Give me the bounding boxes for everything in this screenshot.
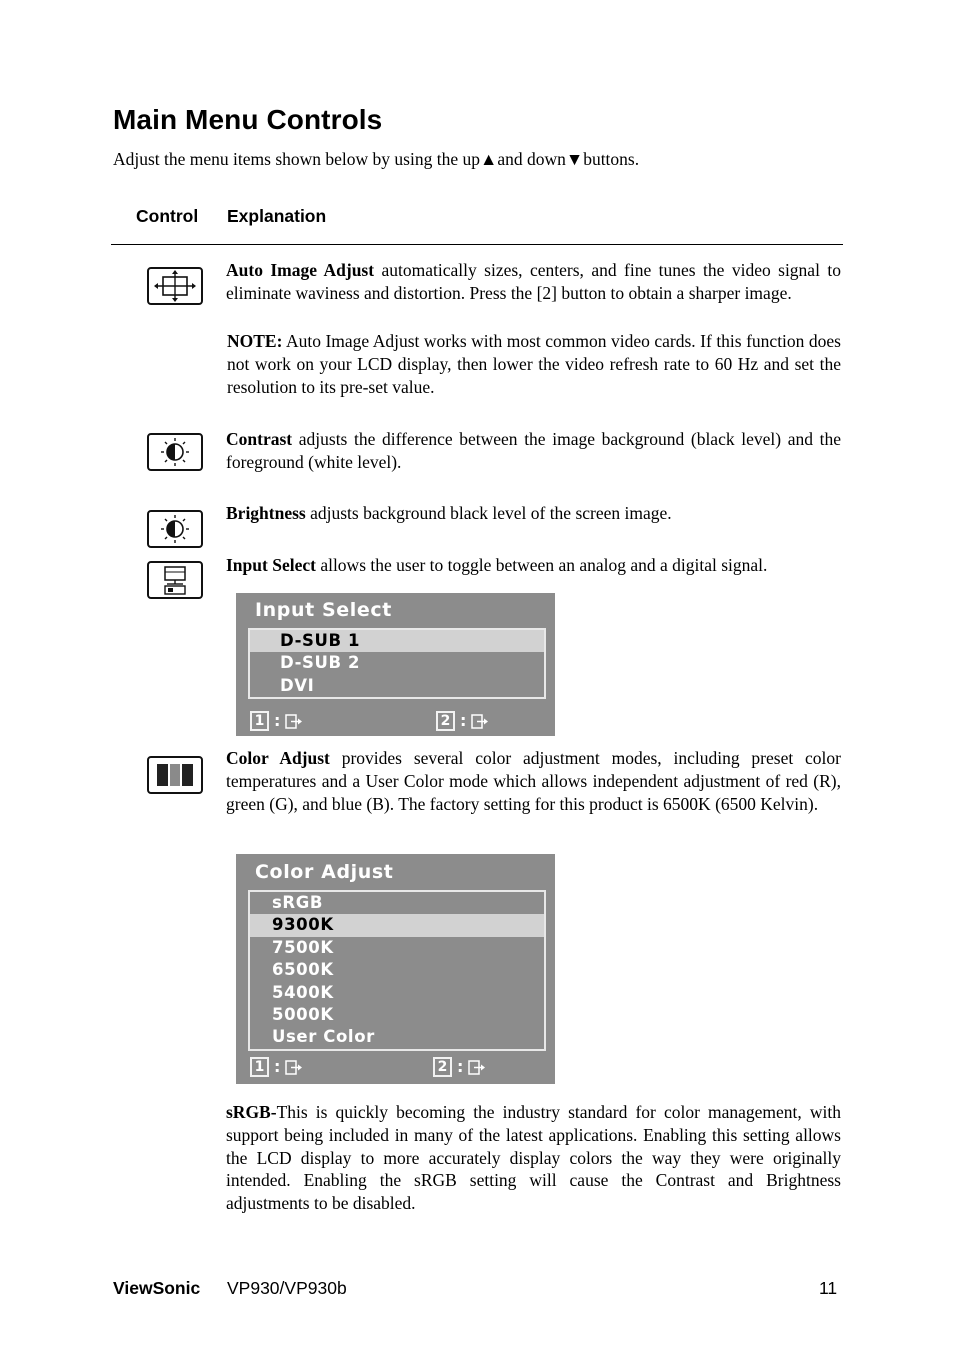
key-1-button[interactable]: 1 [250,711,269,731]
intro-before: Adjust the menu items shown below by using the up [113,149,480,169]
down-arrow-icon: ▼ [565,149,584,169]
contrast-text: adjusts the difference between the image background (black level) and the foreground (white level). [226,429,841,472]
footer-brand: ViewSonic [113,1278,201,1298]
color-adjust-osd-menu [236,854,555,1084]
auto-image-adjust-name: Auto Image Adjust [226,260,375,280]
intro-middle: and down [497,149,566,169]
color-adjust-name: Color Adjust [226,748,330,768]
auto-image-adjust-icon [147,267,203,305]
page-title: Main Menu Controls [113,104,383,135]
osd-option-7500k[interactable]: 7500K [272,937,334,957]
osd-option-list [248,890,546,1051]
osd-colon: : [457,1057,464,1076]
key-2-button[interactable]: 2 [436,711,455,731]
input-select-name: Input Select [226,555,316,575]
osd-option-6500k[interactable]: 6500K [272,960,334,980]
select-icon [471,713,489,730]
select-icon [468,1059,486,1076]
column-header-explanation: Explanation [227,206,327,226]
intro-after: buttons. [583,149,640,169]
contrast-icon [147,433,203,471]
osd-option-dsub2[interactable]: D-SUB 2 [280,653,361,673]
up-arrow-icon: ▲ [480,149,498,169]
brightness-text: adjusts background black level of the screen image. [305,503,672,523]
osd-footer [250,1057,541,1079]
auto-image-adjust-description [226,259,841,305]
key-2-button[interactable]: 2 [433,1057,452,1077]
color-adjust-description [226,747,841,815]
osd-option-dsub1[interactable]: D-SUB 1 [250,630,544,652]
contrast-name: Contrast [226,429,293,449]
srgb-name: sRGB- [226,1102,277,1122]
osd-footer [250,711,541,733]
exit-icon [285,713,303,730]
color-adjust-icon [147,756,203,794]
osd-option-5400k[interactable]: 5400K [272,982,334,1002]
osd-option-list [248,628,546,699]
srgb-text: This is quickly becoming the industry standard for color management, with support being included in many of the latest applications. Enabling this setting allows the LCD display to more accurately display colors the way they were originally intended. Enabling the sRGB setting will cause the Contrast and Brightness adjustments to be disabled. [226,1102,841,1214]
input-select-description [226,554,841,577]
contrast-description [226,428,841,474]
exit-icon [285,1059,303,1076]
osd-option-dvi[interactable]: DVI [280,675,315,695]
osd-option-user-color[interactable]: User Color [272,1027,375,1047]
footer-model: VP930/VP930b [227,1278,347,1298]
osd-colon: : [274,711,281,730]
osd-colon: : [274,1057,281,1076]
brightness-description [226,502,841,525]
color-adjust-text: provides several color adjustment modes, including preset color temperatures and a User Color mode which allows independent adjustment of red (R), green (G), and blue (B). The factory setting for this product is 6500K (6500 Kelvin). [226,748,841,814]
auto-image-adjust-note [227,330,841,398]
note-label: NOTE: [227,331,283,351]
brightness-name: Brightness [226,503,306,523]
osd-option-srgb[interactable]: sRGB [272,893,324,912]
brightness-icon [147,510,203,548]
osd-colon: : [460,711,467,730]
osd-option-5000k[interactable]: 5000K [272,1004,334,1024]
intro-text [113,149,639,170]
page-number: 11 [819,1278,838,1298]
column-header-control: Control [136,206,199,226]
key-1-button[interactable]: 1 [250,1057,269,1077]
header-divider [111,244,843,245]
note-text: Auto Image Adjust works with most common video cards. If this function does not work on your LCD display, then lower the video refresh rate to 60 Hz and set the resolution to its pre-set value. [227,331,841,397]
osd-option-9300k[interactable]: 9300K [250,914,544,936]
srgb-description [226,1101,841,1215]
input-select-osd-menu [236,593,555,736]
osd-menu-title: Input Select [255,599,392,621]
input-select-icon [147,561,203,599]
input-select-text: allows the user to toggle between an analog and a digital signal. [315,555,768,575]
auto-image-adjust-text: automatically sizes, centers, and fine tunes the video signal to eliminate waviness and distortion. Press the [2] button to obtain a sharper image. [226,260,841,303]
osd-menu-title: Color Adjust [255,861,394,883]
